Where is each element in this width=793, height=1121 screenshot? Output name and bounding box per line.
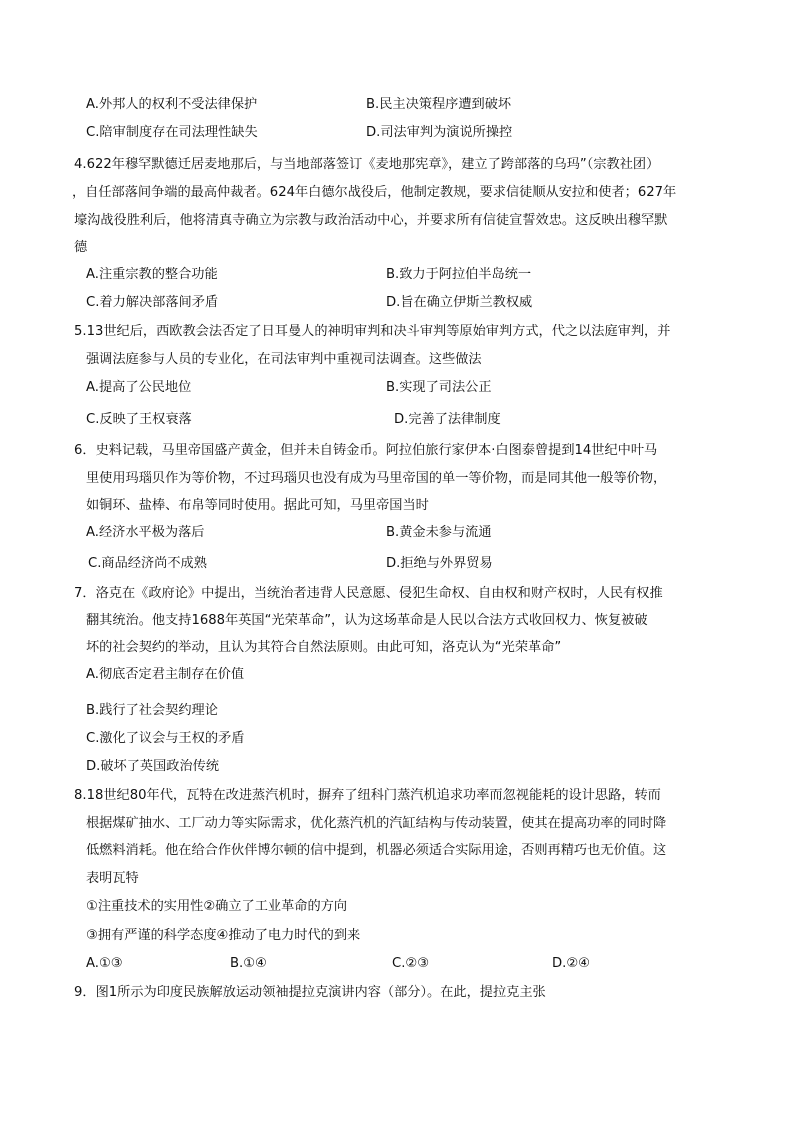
q8-stem-line-1: 8.18世纪80年代，瓦特在改进蒸汽机时，摒弃了纽科门蒸汽机追求功率而忽视能耗的设计思路，转而 — [74, 788, 661, 803]
q4-option-b: B.致力于阿拉伯半岛统一 — [386, 267, 532, 282]
q5-option-a: A.提高了公民地位 — [86, 380, 192, 395]
q7-option-b: B.践行了社会契约理论 — [86, 703, 218, 718]
q7-option-d: D.破坏了英国政治传统 — [86, 759, 220, 774]
q7-stem-line-3: 坏的社会契约的举动，且认为其符合自然法原则。由此可知，洛克认为“光荣革命” — [86, 640, 562, 655]
q5-option-d: D.完善了法律制度 — [394, 412, 501, 427]
q7-option-a: A.彻底否定君主制存在价值 — [86, 667, 245, 682]
q6-option-b: B.黄金未参与流通 — [386, 525, 492, 540]
q8-stem-line-2: 根据煤矿抽水、工厂动力等实际需求，优化蒸汽机的汽缸结构与传动装置，使其在提高功率的同时降 — [86, 816, 667, 831]
q8-option-d: D.②④ — [552, 956, 590, 971]
q7-option-c: C.激化了议会与王权的矛盾 — [86, 731, 245, 746]
q4-stem-line-3: 壕沟战役胜利后，他将清真寺确立为宗教与政治活动中心，并要求所有信徒宣誓效忠。这反映出穆罕默 — [74, 213, 668, 228]
q8-stem-line-3: 低燃料消耗。他在给合作伙伴博尔顿的信中提到，机器必须适合实际用途，否则再精巧也无价值。这 — [86, 843, 667, 858]
q6-option-a: A.经济水平极为落后 — [86, 525, 205, 540]
q3-option-c: C.陪审制度存在司法理性缺失 — [86, 125, 258, 140]
q5-stem-line-1: 5.13世纪后，西欧教会法否定了日耳曼人的神明审判和决斗审判等原始审判方式，代之以法庭审判，并 — [74, 324, 671, 339]
q4-stem-line-2: ，自任部落间争端的最高仲裁者。624年白德尔战役后，他制定教规，要求信徒顺从安拉和使者；627年 — [72, 185, 677, 200]
q4-option-d: D.旨在确立伊斯兰教权威 — [386, 295, 533, 310]
q6-stem-line-2: 里使用玛瑙贝作为等价物，不过玛瑙贝也没有成为马里帝国的单一等价物，而是同其他一般等价物， — [86, 471, 667, 486]
q7-stem-line-1: 7．洛克在《政府论》中提出，当统治者违背人民意愿、侵犯生命权、自由权和财产权时，人民有权推 — [74, 586, 663, 601]
q6-stem-line-1: 6．史料记载，马里帝国盛产黄金，但并未自铸金币。阿拉伯旅行家伊本·白图泰曾提到14世纪中叶马 — [74, 443, 658, 458]
q5-option-b: B.实现了司法公正 — [386, 380, 492, 395]
q5-stem-line-2: 强调法庭参与人员的专业化，在司法审判中重视司法调查。这些做法 — [86, 352, 482, 367]
q9-stem-line-1: 9．图1所示为印度民族解放运动领袖提拉克演讲内容（部分）。在此，提拉克主张 — [74, 985, 546, 1000]
q4-stem-line-4: 德 — [74, 240, 88, 255]
q6-option-c: C.商品经济尚不成熟 — [88, 556, 207, 571]
q3-option-d: D.司法审判为演说所操控 — [366, 125, 513, 140]
q6-stem-line-3: 如铜环、盐棒、布帛等同时使用。据此可知，马里帝国当时 — [86, 498, 429, 513]
q3-option-a: A.外邦人的权利不受法律保护 — [86, 97, 258, 112]
q8-option-a: A.①③ — [86, 956, 123, 971]
q4-option-c: C.着力解决部落间矛盾 — [86, 295, 219, 310]
q8-option-b: B.①④ — [230, 956, 267, 971]
q8-stem-line-4: 表明瓦特 — [86, 871, 139, 886]
q3-option-b: B.民主决策程序遭到破坏 — [366, 97, 512, 112]
q4-stem-line-1: 4.622年穆罕默德迁居麦地那后，与当地部落签订《麦地那宪章》，建立了跨部落的乌玛”（宗教社团） — [74, 157, 660, 172]
q8-statements-line-1: ①注重技术的实用性②确立了工业革命的方向 — [86, 899, 348, 914]
q6-option-d: D.拒绝与外界贸易 — [386, 556, 493, 571]
q5-option-c: C.反映了王权衰落 — [86, 412, 192, 427]
q7-stem-line-2: 翻其统治。他支持1688年英国“光荣革命”，认为这场革命是人民以合法方式收回权力、恢复被破 — [86, 613, 648, 628]
q4-option-a: A.注重宗教的整合功能 — [86, 267, 218, 282]
q8-option-c: C.②③ — [392, 956, 430, 971]
q8-statements-line-2: ③拥有严谨的科学态度④推动了电力时代的到来 — [86, 928, 361, 943]
